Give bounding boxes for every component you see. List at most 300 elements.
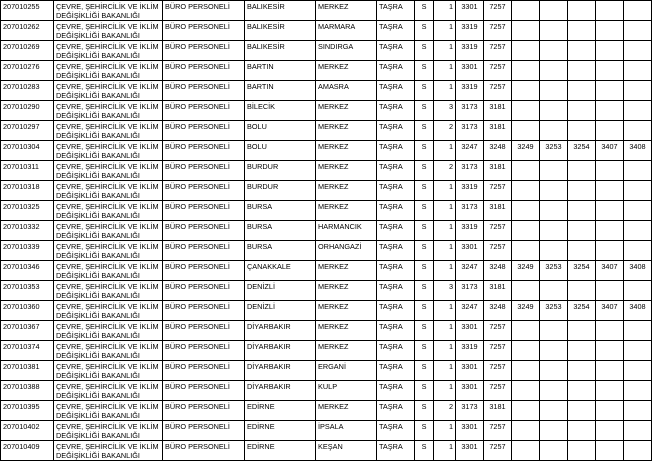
organization-type-cell: TAŞRA xyxy=(377,401,415,421)
district-cell: KULP xyxy=(316,381,377,401)
qualification-code-cell xyxy=(568,221,596,241)
qualification-code-cell: 3181 xyxy=(484,101,512,121)
position-code-cell: 207010311 xyxy=(1,161,54,181)
table-row xyxy=(1,381,652,401)
position-code-cell: 207010297 xyxy=(1,121,54,141)
qualification-code-cell xyxy=(624,181,652,201)
job-title-cell: BÜRO PERSONELİ xyxy=(163,1,245,21)
district-cell: İPSALA xyxy=(316,421,377,441)
qualification-code-cell: 3181 xyxy=(484,161,512,181)
qualification-code-cell xyxy=(596,381,624,401)
qualification-code-cell xyxy=(624,361,652,381)
province-cell: DİYARBAKIR xyxy=(245,381,316,401)
job-title-cell: BÜRO PERSONELİ xyxy=(163,181,245,201)
job-title-cell: BÜRO PERSONELİ xyxy=(163,21,245,41)
table-row xyxy=(1,121,652,141)
status-cell: S xyxy=(415,241,434,261)
ministry-cell: ÇEVRE, ŞEHİRCİLİK VE İKLİM DEĞİŞİKLİĞİ BAKANLIĞI xyxy=(54,21,163,41)
qualification-code-cell xyxy=(596,281,624,301)
qualification-code-cell xyxy=(596,21,624,41)
qualification-code-cell xyxy=(596,421,624,441)
ministry-cell: ÇEVRE, ŞEHİRCİLİK VE İKLİM DEĞİŞİKLİĞİ BAKANLIĞI xyxy=(54,301,163,321)
qualification-code-cell: 3254 xyxy=(568,301,596,321)
qualification-code-cell xyxy=(568,61,596,81)
qualification-code-cell xyxy=(568,41,596,61)
qualification-code-cell: 3248 xyxy=(484,141,512,161)
position-code-cell: 207010360 xyxy=(1,301,54,321)
qualification-code-cell xyxy=(512,241,540,261)
qualification-code-cell xyxy=(624,421,652,441)
ministry-cell: ÇEVRE, ŞEHİRCİLİK VE İKLİM DEĞİŞİKLİĞİ BAKANLIĞI xyxy=(54,221,163,241)
quota-cell: 1 xyxy=(434,21,456,41)
province-cell: DİYARBAKIR xyxy=(245,361,316,381)
province-cell: BALIKESİR xyxy=(245,21,316,41)
district-cell: AMASRA xyxy=(316,81,377,101)
qualification-code-cell: 7257 xyxy=(484,241,512,261)
qualification-code-cell xyxy=(540,161,568,181)
district-cell: MERKEZ xyxy=(316,1,377,21)
qualification-code-cell: 3301 xyxy=(456,321,484,341)
status-cell: S xyxy=(415,381,434,401)
status-cell: S xyxy=(415,161,434,181)
qualification-code-cell xyxy=(568,241,596,261)
qualification-code-cell xyxy=(596,201,624,221)
table-row xyxy=(1,161,652,181)
ministry-cell: ÇEVRE, ŞEHİRCİLİK VE İKLİM DEĞİŞİKLİĞİ BAKANLIĞI xyxy=(54,81,163,101)
quota-cell: 1 xyxy=(434,261,456,281)
organization-type-cell: TAŞRA xyxy=(377,181,415,201)
position-code-cell: 207010395 xyxy=(1,401,54,421)
qualification-code-cell xyxy=(540,381,568,401)
qualification-code-cell xyxy=(512,321,540,341)
qualification-code-cell xyxy=(512,341,540,361)
qualification-code-cell xyxy=(596,341,624,361)
qualification-code-cell xyxy=(540,361,568,381)
qualification-code-cell xyxy=(568,281,596,301)
quota-cell: 1 xyxy=(434,301,456,321)
organization-type-cell: TAŞRA xyxy=(377,441,415,461)
organization-type-cell: TAŞRA xyxy=(377,381,415,401)
qualification-code-cell xyxy=(596,161,624,181)
province-cell: DENİZLİ xyxy=(245,281,316,301)
job-title-cell: BÜRO PERSONELİ xyxy=(163,301,245,321)
qualification-code-cell: 7257 xyxy=(484,381,512,401)
ministry-cell: ÇEVRE, ŞEHİRCİLİK VE İKLİM DEĞİŞİKLİĞİ BAKANLIĞI xyxy=(54,241,163,261)
status-cell: S xyxy=(415,341,434,361)
status-cell: S xyxy=(415,321,434,341)
qualification-code-cell xyxy=(624,161,652,181)
qualification-code-cell xyxy=(624,441,652,461)
qualification-code-cell xyxy=(568,181,596,201)
qualification-code-cell: 7257 xyxy=(484,41,512,61)
organization-type-cell: TAŞRA xyxy=(377,1,415,21)
job-title-cell: BÜRO PERSONELİ xyxy=(163,81,245,101)
qualification-code-cell xyxy=(624,241,652,261)
qualification-code-cell: 3301 xyxy=(456,241,484,261)
ministry-cell: ÇEVRE, ŞEHİRCİLİK VE İKLİM DEĞİŞİKLİĞİ BAKANLIĞI xyxy=(54,361,163,381)
quota-cell: 1 xyxy=(434,241,456,261)
job-title-cell: BÜRO PERSONELİ xyxy=(163,321,245,341)
qualification-code-cell: 3407 xyxy=(596,261,624,281)
qualification-code-cell: 3247 xyxy=(456,301,484,321)
status-cell: S xyxy=(415,81,434,101)
quota-cell: 3 xyxy=(434,281,456,301)
ministry-cell: ÇEVRE, ŞEHİRCİLİK VE İKLİM DEĞİŞİKLİĞİ BAKANLIĞI xyxy=(54,201,163,221)
ministry-cell: ÇEVRE, ŞEHİRCİLİK VE İKLİM DEĞİŞİKLİĞİ BAKANLIĞI xyxy=(54,101,163,121)
qualification-code-cell xyxy=(540,81,568,101)
table-row xyxy=(1,261,652,281)
qualification-code-cell xyxy=(512,381,540,401)
province-cell: DENİZLİ xyxy=(245,301,316,321)
district-cell: MERKEZ xyxy=(316,321,377,341)
table-row xyxy=(1,441,652,461)
province-cell: EDİRNE xyxy=(245,421,316,441)
qualification-code-cell xyxy=(568,101,596,121)
qualification-code-cell: 3173 xyxy=(456,101,484,121)
ministry-cell: ÇEVRE, ŞEHİRCİLİK VE İKLİM DEĞİŞİKLİĞİ BAKANLIĞI xyxy=(54,181,163,201)
status-cell: S xyxy=(415,41,434,61)
qualification-code-cell xyxy=(568,421,596,441)
district-cell: MERKEZ xyxy=(316,201,377,221)
province-cell: BALIKESİR xyxy=(245,41,316,61)
qualification-code-cell: 3253 xyxy=(540,301,568,321)
province-cell: EDİRNE xyxy=(245,401,316,421)
district-cell: MARMARA xyxy=(316,21,377,41)
qualification-code-cell: 3249 xyxy=(512,301,540,321)
qualification-code-cell: 3319 xyxy=(456,221,484,241)
organization-type-cell: TAŞRA xyxy=(377,281,415,301)
qualification-code-cell: 3319 xyxy=(456,341,484,361)
district-cell: MERKEZ xyxy=(316,261,377,281)
organization-type-cell: TAŞRA xyxy=(377,81,415,101)
qualification-code-cell xyxy=(512,181,540,201)
status-cell: S xyxy=(415,1,434,21)
qualification-code-cell: 3301 xyxy=(456,1,484,21)
qualification-code-cell xyxy=(540,421,568,441)
qualification-code-cell xyxy=(540,341,568,361)
qualification-code-cell xyxy=(540,181,568,201)
qualification-code-cell xyxy=(624,281,652,301)
qualification-code-cell: 3319 xyxy=(456,21,484,41)
qualification-code-cell xyxy=(540,21,568,41)
qualification-code-cell: 3248 xyxy=(484,261,512,281)
qualification-code-cell: 7257 xyxy=(484,441,512,461)
district-cell: MERKEZ xyxy=(316,121,377,141)
job-title-cell: BÜRO PERSONELİ xyxy=(163,241,245,261)
position-code-cell: 207010367 xyxy=(1,321,54,341)
qualification-code-cell: 3301 xyxy=(456,441,484,461)
quota-cell: 1 xyxy=(434,201,456,221)
qualification-code-cell xyxy=(624,1,652,21)
qualification-code-cell: 3301 xyxy=(456,361,484,381)
qualification-code-cell xyxy=(512,1,540,21)
position-code-cell: 207010388 xyxy=(1,381,54,401)
qualification-code-cell xyxy=(596,41,624,61)
qualification-code-cell xyxy=(568,401,596,421)
qualification-code-cell xyxy=(568,341,596,361)
status-cell: S xyxy=(415,401,434,421)
job-title-cell: BÜRO PERSONELİ xyxy=(163,381,245,401)
table-row xyxy=(1,421,652,441)
qualification-code-cell xyxy=(512,61,540,81)
province-cell: BURDUR xyxy=(245,161,316,181)
qualification-code-cell: 3173 xyxy=(456,161,484,181)
qualification-code-cell: 3319 xyxy=(456,81,484,101)
district-cell: MERKEZ xyxy=(316,301,377,321)
status-cell: S xyxy=(415,141,434,161)
quota-cell: 1 xyxy=(434,141,456,161)
district-cell: MERKEZ xyxy=(316,341,377,361)
job-title-cell: BÜRO PERSONELİ xyxy=(163,201,245,221)
table-row xyxy=(1,401,652,421)
qualification-code-cell xyxy=(596,101,624,121)
qualification-code-cell xyxy=(568,81,596,101)
qualification-code-cell xyxy=(512,441,540,461)
organization-type-cell: TAŞRA xyxy=(377,101,415,121)
province-cell: DİYARBAKIR xyxy=(245,321,316,341)
qualification-code-cell xyxy=(624,321,652,341)
qualification-code-cell xyxy=(624,221,652,241)
qualification-code-cell xyxy=(568,441,596,461)
ministry-cell: ÇEVRE, ŞEHİRCİLİK VE İKLİM DEĞİŞİKLİĞİ BAKANLIĞI xyxy=(54,161,163,181)
organization-type-cell: TAŞRA xyxy=(377,201,415,221)
qualification-code-cell xyxy=(540,101,568,121)
ministry-cell: ÇEVRE, ŞEHİRCİLİK VE İKLİM DEĞİŞİKLİĞİ BAKANLIĞI xyxy=(54,441,163,461)
qualification-code-cell xyxy=(624,41,652,61)
qualification-code-cell: 3319 xyxy=(456,41,484,61)
qualification-code-cell: 3173 xyxy=(456,281,484,301)
qualification-code-cell xyxy=(540,221,568,241)
job-title-cell: BÜRO PERSONELİ xyxy=(163,421,245,441)
qualification-code-cell xyxy=(540,321,568,341)
qualification-code-cell: 3247 xyxy=(456,261,484,281)
ministry-cell: ÇEVRE, ŞEHİRCİLİK VE İKLİM DEĞİŞİKLİĞİ BAKANLIĞI xyxy=(54,321,163,341)
province-cell: BURSA xyxy=(245,201,316,221)
qualification-code-cell: 7257 xyxy=(484,361,512,381)
quota-cell: 2 xyxy=(434,401,456,421)
position-code-cell: 207010374 xyxy=(1,341,54,361)
province-cell: BURSA xyxy=(245,241,316,261)
table-row xyxy=(1,1,652,21)
qualification-code-cell xyxy=(596,401,624,421)
qualification-code-cell xyxy=(596,361,624,381)
qualification-code-cell: 7257 xyxy=(484,341,512,361)
quota-cell: 1 xyxy=(434,81,456,101)
job-title-cell: BÜRO PERSONELİ xyxy=(163,341,245,361)
job-title-cell: BÜRO PERSONELİ xyxy=(163,361,245,381)
organization-type-cell: TAŞRA xyxy=(377,301,415,321)
status-cell: S xyxy=(415,361,434,381)
status-cell: S xyxy=(415,261,434,281)
table-row xyxy=(1,141,652,161)
qualification-code-cell xyxy=(512,221,540,241)
organization-type-cell: TAŞRA xyxy=(377,61,415,81)
qualification-code-cell xyxy=(596,1,624,21)
quota-cell: 1 xyxy=(434,321,456,341)
qualification-code-cell xyxy=(568,381,596,401)
qualification-code-cell: 3408 xyxy=(624,301,652,321)
ministry-cell: ÇEVRE, ŞEHİRCİLİK VE İKLİM DEĞİŞİKLİĞİ BAKANLIĞI xyxy=(54,41,163,61)
qualification-code-cell xyxy=(624,61,652,81)
qualification-code-cell: 3247 xyxy=(456,141,484,161)
qualification-code-cell xyxy=(540,201,568,221)
qualification-code-cell xyxy=(512,101,540,121)
qualification-code-cell xyxy=(568,361,596,381)
organization-type-cell: TAŞRA xyxy=(377,361,415,381)
position-code-cell: 207010353 xyxy=(1,281,54,301)
table-row xyxy=(1,361,652,381)
district-cell: SINDIRGA xyxy=(316,41,377,61)
position-code-cell: 207010346 xyxy=(1,261,54,281)
quota-cell: 1 xyxy=(434,61,456,81)
position-code-cell: 207010409 xyxy=(1,441,54,461)
qualification-code-cell: 3181 xyxy=(484,121,512,141)
qualification-code-cell: 3181 xyxy=(484,201,512,221)
qualification-code-cell: 3408 xyxy=(624,261,652,281)
quota-cell: 1 xyxy=(434,341,456,361)
ministry-cell: ÇEVRE, ŞEHİRCİLİK VE İKLİM DEĞİŞİKLİĞİ BAKANLIĞI xyxy=(54,281,163,301)
position-code-cell: 207010332 xyxy=(1,221,54,241)
position-code-cell: 207010283 xyxy=(1,81,54,101)
qualification-code-cell: 7257 xyxy=(484,181,512,201)
ministry-cell: ÇEVRE, ŞEHİRCİLİK VE İKLİM DEĞİŞİKLİĞİ BAKANLIĞI xyxy=(54,61,163,81)
district-cell: MERKEZ xyxy=(316,141,377,161)
qualification-code-cell: 7257 xyxy=(484,1,512,21)
quota-cell: 1 xyxy=(434,381,456,401)
position-code-cell: 207010276 xyxy=(1,61,54,81)
province-cell: BARTIN xyxy=(245,81,316,101)
qualification-code-cell: 3254 xyxy=(568,141,596,161)
table-row xyxy=(1,21,652,41)
qualification-code-cell: 3254 xyxy=(568,261,596,281)
organization-type-cell: TAŞRA xyxy=(377,41,415,61)
qualification-code-cell xyxy=(540,441,568,461)
organization-type-cell: TAŞRA xyxy=(377,161,415,181)
quota-cell: 1 xyxy=(434,181,456,201)
position-code-cell: 207010255 xyxy=(1,1,54,21)
organization-type-cell: TAŞRA xyxy=(377,221,415,241)
qualification-code-cell xyxy=(624,401,652,421)
table-row xyxy=(1,301,652,321)
ministry-cell: ÇEVRE, ŞEHİRCİLİK VE İKLİM DEĞİŞİKLİĞİ BAKANLIĞI xyxy=(54,141,163,161)
organization-type-cell: TAŞRA xyxy=(377,121,415,141)
qualification-code-cell xyxy=(512,81,540,101)
qualification-code-cell xyxy=(624,21,652,41)
district-cell: MERKEZ xyxy=(316,401,377,421)
table-row xyxy=(1,221,652,241)
province-cell: ÇANAKKALE xyxy=(245,261,316,281)
district-cell: ORHANGAZİ xyxy=(316,241,377,261)
qualification-code-cell xyxy=(596,321,624,341)
position-code-cell: 207010262 xyxy=(1,21,54,41)
quota-cell: 1 xyxy=(434,441,456,461)
organization-type-cell: TAŞRA xyxy=(377,261,415,281)
qualification-code-cell xyxy=(512,121,540,141)
district-cell: MERKEZ xyxy=(316,181,377,201)
qualification-code-cell: 3253 xyxy=(540,141,568,161)
qualification-code-cell xyxy=(540,241,568,261)
qualification-code-cell xyxy=(596,121,624,141)
qualification-code-cell xyxy=(624,381,652,401)
district-cell: ERGANİ xyxy=(316,361,377,381)
ministry-cell: ÇEVRE, ŞEHİRCİLİK VE İKLİM DEĞİŞİKLİĞİ BAKANLIĞI xyxy=(54,1,163,21)
ministry-cell: ÇEVRE, ŞEHİRCİLİK VE İKLİM DEĞİŞİKLİĞİ BAKANLIĞI xyxy=(54,121,163,141)
province-cell: BARTIN xyxy=(245,61,316,81)
qualification-code-cell xyxy=(512,401,540,421)
qualification-code-cell: 3301 xyxy=(456,381,484,401)
table-row xyxy=(1,281,652,301)
qualification-code-cell xyxy=(624,81,652,101)
qualification-code-cell: 3301 xyxy=(456,421,484,441)
position-code-cell: 207010318 xyxy=(1,181,54,201)
status-cell: S xyxy=(415,181,434,201)
organization-type-cell: TAŞRA xyxy=(377,241,415,261)
qualification-code-cell xyxy=(596,61,624,81)
district-cell: KEŞAN xyxy=(316,441,377,461)
qualification-code-cell xyxy=(596,81,624,101)
quota-cell: 1 xyxy=(434,1,456,21)
position-code-cell: 207010290 xyxy=(1,101,54,121)
job-title-cell: BÜRO PERSONELİ xyxy=(163,101,245,121)
qualification-code-cell xyxy=(540,41,568,61)
qualification-code-cell xyxy=(568,161,596,181)
organization-type-cell: TAŞRA xyxy=(377,421,415,441)
status-cell: S xyxy=(415,441,434,461)
qualification-code-cell xyxy=(568,121,596,141)
province-cell: EDİRNE xyxy=(245,441,316,461)
qualification-code-cell: 3181 xyxy=(484,401,512,421)
status-cell: S xyxy=(415,61,434,81)
qualification-code-cell: 3253 xyxy=(540,261,568,281)
position-code-cell: 207010381 xyxy=(1,361,54,381)
province-cell: BOLU xyxy=(245,141,316,161)
qualification-code-cell xyxy=(624,341,652,361)
organization-type-cell: TAŞRA xyxy=(377,341,415,361)
district-cell: MERKEZ xyxy=(316,101,377,121)
job-title-cell: BÜRO PERSONELİ xyxy=(163,41,245,61)
qualification-code-cell xyxy=(512,201,540,221)
job-title-cell: BÜRO PERSONELİ xyxy=(163,61,245,81)
qualification-code-cell xyxy=(540,1,568,21)
qualification-code-cell xyxy=(568,201,596,221)
ministry-cell: ÇEVRE, ŞEHİRCİLİK VE İKLİM DEĞİŞİKLİĞİ BAKANLIĞI xyxy=(54,341,163,361)
qualification-code-cell: 3319 xyxy=(456,181,484,201)
quota-cell: 1 xyxy=(434,41,456,61)
ministry-cell: ÇEVRE, ŞEHİRCİLİK VE İKLİM DEĞİŞİKLİĞİ BAKANLIĞI xyxy=(54,261,163,281)
qualification-code-cell xyxy=(624,201,652,221)
qualification-code-cell xyxy=(512,281,540,301)
qualification-code-cell: 7257 xyxy=(484,61,512,81)
province-cell: BURDUR xyxy=(245,181,316,201)
qualification-code-cell: 3407 xyxy=(596,141,624,161)
organization-type-cell: TAŞRA xyxy=(377,21,415,41)
position-code-cell: 207010269 xyxy=(1,41,54,61)
qualification-code-cell xyxy=(540,61,568,81)
district-cell: MERKEZ xyxy=(316,281,377,301)
qualification-code-cell xyxy=(512,421,540,441)
position-code-cell: 207010339 xyxy=(1,241,54,261)
position-code-cell: 207010402 xyxy=(1,421,54,441)
qualification-code-cell: 7257 xyxy=(484,81,512,101)
qualification-code-cell xyxy=(624,121,652,141)
province-cell: BİLECİK xyxy=(245,101,316,121)
qualification-code-cell: 3248 xyxy=(484,301,512,321)
qualification-code-cell: 7257 xyxy=(484,221,512,241)
job-title-cell: BÜRO PERSONELİ xyxy=(163,441,245,461)
job-title-cell: BÜRO PERSONELİ xyxy=(163,221,245,241)
qualification-code-cell xyxy=(540,401,568,421)
table-row xyxy=(1,201,652,221)
